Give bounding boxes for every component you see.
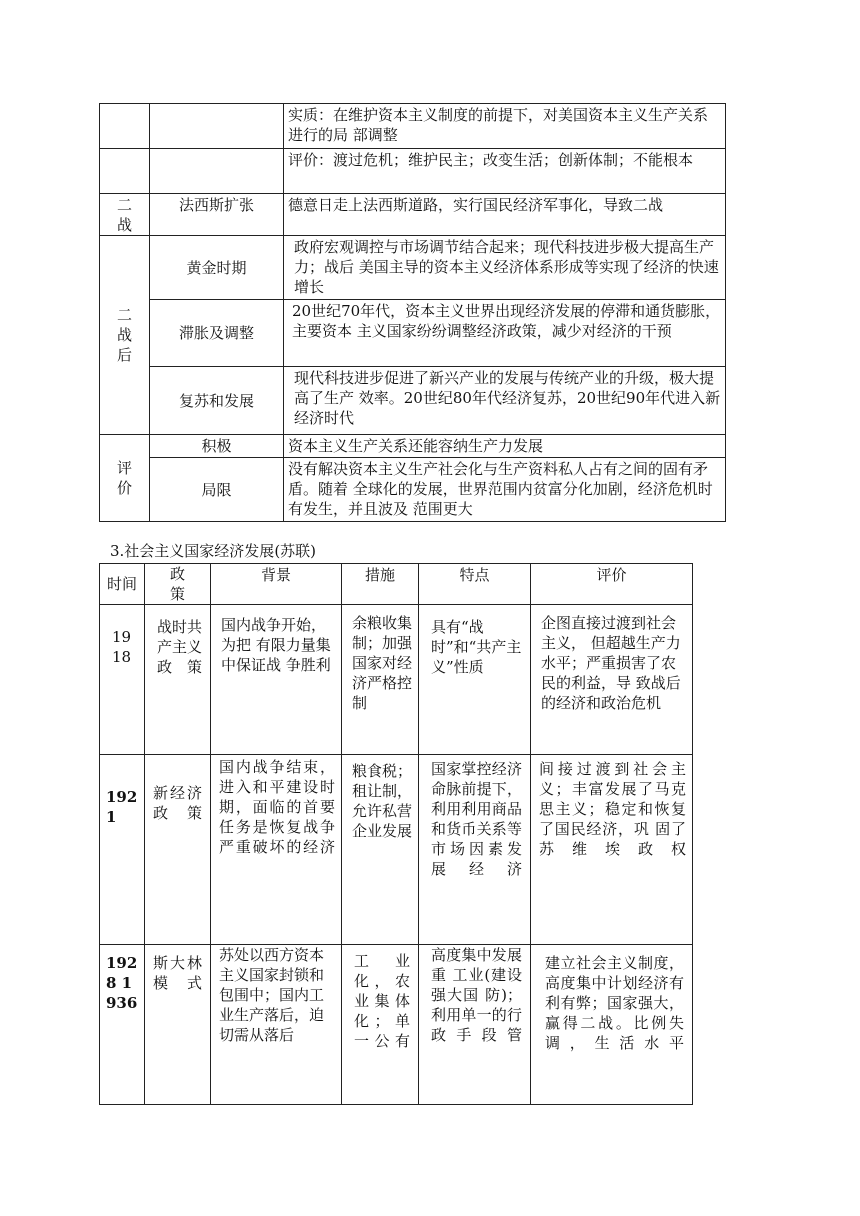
content-cell: 资本主义生产关系还能容纳生产力发展 <box>284 435 726 458</box>
content-cell: 20世纪70年代，资本主义世界出现经济发展的停滞和通货膨胀，主要资本 主义国家纷纷调整经济政策，减少对经济的干预 <box>284 300 726 367</box>
period-cell: 二战 <box>100 194 150 236</box>
background-cell: 国内战争开始，为把 有限力量集中保证战 争胜利 <box>211 605 342 755</box>
content-cell: 德意日走上法西斯道路，实行国民经济军事化，导致二战 <box>284 194 726 236</box>
topic-cell: 局限 <box>150 458 284 522</box>
content-cell: 评价：渡过危机；维护民主；改变生活；创新体制；不能根本 <box>284 149 726 194</box>
header-time: 时间 <box>100 564 145 605</box>
period-cell <box>100 104 150 149</box>
capitalism-economy-table <box>99 103 726 522</box>
header-background: 背景 <box>211 564 342 605</box>
background-cell: 苏处以西方资本主义国家封锁和包围中；国内工业生产落后，迫切需从落后 <box>211 945 342 1105</box>
measures-cell: 工业化，农业集体化；单一公有 <box>342 945 419 1105</box>
topic-cell: 滞胀及调整 <box>150 300 284 367</box>
content-cell: 现代科技进步促进了新兴产业的发展与传统产业的升级，极大提高了生产 效率。20世纪80年代经济复苏，20世纪90年代进入新经济时代 <box>284 367 726 435</box>
evaluation-cell: 企图直接过渡到社会主义， 但超越生产力水平；严重损害了农民的利益，导 致战后的经济和政治危机 <box>531 605 693 755</box>
header-evaluation: 评价 <box>531 564 693 605</box>
section-title: 3.社会主义国家经济发展(苏联) <box>110 542 317 560</box>
period-cell <box>100 149 150 194</box>
policy-cell: 斯大林模式 <box>145 945 211 1105</box>
content-cell: 没有解决资本主义生产社会化与生产资料私人占有之间的固有矛盾。随着 全球化的发展，世界范围内贫富分化加剧，经济危机时有发生，并且波及 范围更大 <box>284 458 726 522</box>
measures-cell: 粮食税；租让制，允许私营企业发展 <box>342 755 419 945</box>
soviet-economy-table <box>99 563 693 1105</box>
time-cell: 1921 <box>100 755 145 945</box>
policy-cell: 战时共产主义政策 <box>145 605 211 755</box>
time-cell: 1918 <box>100 605 145 755</box>
evaluation-cell: 建立社会主义制度，高度集中计划经济有利有弊；国家强大，赢得二战。比例失调，生活水平 <box>531 945 693 1105</box>
topic-cell: 黄金时期 <box>150 236 284 300</box>
topic-cell: 积极 <box>150 435 284 458</box>
time-cell: 1928 1936 <box>100 945 145 1105</box>
content-cell: 实质：在维护资本主义制度的前提下，对美国资本主义生产关系进行的局 部调整 <box>284 104 726 149</box>
header-measures: 措施 <box>342 564 419 605</box>
header-policy: 政策 <box>145 564 211 605</box>
measures-cell: 余粮收集制；加强国家对经济严格控制 <box>342 605 419 755</box>
background-cell: 国内战争结束，进入和平建设时期，面临的首要任务是恢复战争严重破坏的经济 <box>211 755 342 945</box>
period-cell: 二战后 <box>100 236 150 435</box>
features-cell: 高度集中发展重 工业(建设强大国 防)；利用单一的行政手段管 <box>419 945 531 1105</box>
features-cell: 具有“战时”和“共产主义”性质 <box>419 605 531 755</box>
evaluation-cell: 间接过渡到社会主义；丰富发展了马克思主义；稳定和恢复了国民经济，巩 固了苏维埃政权 <box>531 755 693 945</box>
topic-cell: 复苏和发展 <box>150 367 284 435</box>
content-cell: 政府宏观调控与市场调节结合起来；现代科技进步极大提高生产力；战后 美国主导的资本主义经济体系形成等实现了经济的快速增长 <box>284 236 726 300</box>
topic-cell <box>150 149 284 194</box>
header-features: 特点 <box>419 564 531 605</box>
topic-cell: 法西斯扩张 <box>150 194 284 236</box>
period-cell: 评价 <box>100 435 150 522</box>
features-cell: 国家掌控经济命脉前提下，利用利用商品和货币关系等市场因素发 展经济 <box>419 755 531 945</box>
policy-cell: 新经济政策 <box>145 755 211 945</box>
topic-cell <box>150 104 284 149</box>
